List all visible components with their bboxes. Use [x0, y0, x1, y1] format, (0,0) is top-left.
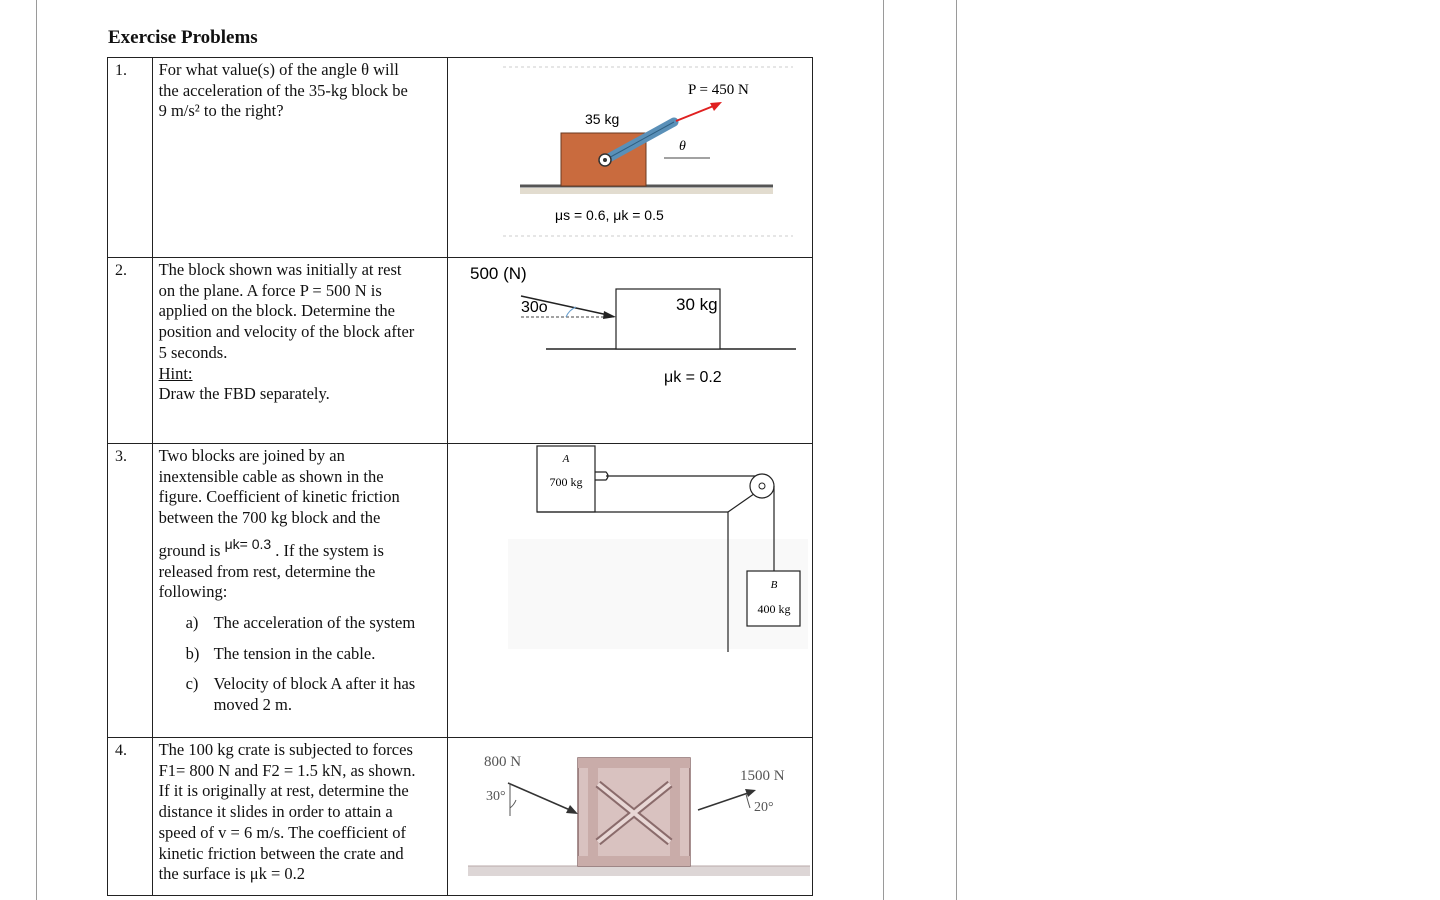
- problem-figure: [447, 258, 812, 444]
- mass-label: 30 kg: [675, 295, 718, 314]
- friction-label: μk = 0.2: [663, 369, 722, 386]
- force-label: 500 (N): [469, 264, 527, 283]
- block-on-floor-figure: [448, 58, 812, 253]
- hint-label: Hint:: [158, 363, 193, 383]
- force-arrow-f2: [698, 793, 748, 810]
- force-arrow-p: [676, 105, 716, 121]
- problem-row: [108, 258, 813, 444]
- problem-number: 4.: [108, 738, 153, 896]
- force-f2-label: 1500 N: [739, 768, 785, 784]
- block-a-label: A: [562, 453, 570, 465]
- problem-number: 3.: [108, 444, 153, 738]
- problem-figure: [447, 444, 812, 738]
- block-a-mass: 700 kg: [549, 475, 583, 489]
- list-item: a) The acceleration of the system: [185, 612, 416, 632]
- list-item: c) Velocity of block A after it has moved 2 m.: [185, 674, 416, 715]
- page-heading: Exercise Problems: [108, 27, 258, 48]
- angle-label: 30o: [520, 299, 548, 316]
- block-b-label: B: [770, 579, 778, 591]
- pulley-blocks-figure: [448, 444, 812, 733]
- problem-row: [108, 738, 813, 896]
- problem-number: 1.: [108, 58, 153, 258]
- pushed-block-figure: [448, 258, 812, 439]
- friction-coefficient: μk= 0.3: [224, 535, 272, 552]
- problem-text: The block shown was initially at rest on the plane. A force P = 500 N is applied on the block. Determine the position and velocity of the block after 5 seconds. Hint: Draw the FBD separately.: [152, 258, 447, 444]
- problem-text: Two blocks are joined by an inextensible cable as shown in the figure. Coefficient of kinetic friction between the 700 kg block and the ground is $^{\mu k= 0.3}$ . If the system is released from rest, determine the following: a) The acceleration of the system b) The tension in the cable. c) Velocity of block A after it has moved 2 m.: [152, 444, 447, 738]
- hint-text: Draw the FBD separately.: [158, 384, 330, 404]
- page-right-margin-line: [883, 0, 884, 900]
- force-f1-label: 800 N: [483, 754, 522, 770]
- crate-figure: [448, 738, 812, 891]
- problem-row: [108, 444, 813, 738]
- angle-f2-label: 20°: [753, 800, 774, 815]
- problem-figure: [447, 58, 812, 258]
- problem-text: For what value(s) of the angle θ will the acceleration of the 35-kg block be 9 m/s² to the right?: [152, 58, 447, 258]
- next-page-left-edge: [956, 0, 957, 900]
- problem-row: [108, 58, 813, 258]
- force-label: P = 450 N: [687, 82, 749, 98]
- page-left-margin-line: [36, 0, 37, 900]
- block-b-mass: 400 kg: [757, 602, 791, 616]
- angle-f1-label: 30°: [485, 789, 506, 804]
- friction-label: μs = 0.6, μk = 0.5: [554, 207, 664, 223]
- problem-text: The 100 kg crate is subjected to forces F1= 800 N and F2 = 1.5 kN, as shown. If it is originally at rest, determine the distance it slides in order to attain a speed of v = 6 m/s. The coefficient of kinetic friction between the crate and the surface is μk = 0.2: [152, 738, 447, 896]
- problem-number: 2.: [108, 258, 153, 444]
- problem-figure: [447, 738, 812, 896]
- force-arrow-f1: [508, 783, 570, 810]
- angle-theta-label: θ: [678, 139, 686, 154]
- mass-label: 35 kg: [584, 111, 620, 127]
- floor-strip: [468, 866, 810, 876]
- exercise-table: [107, 57, 813, 896]
- list-item: b) The tension in the cable.: [185, 643, 376, 663]
